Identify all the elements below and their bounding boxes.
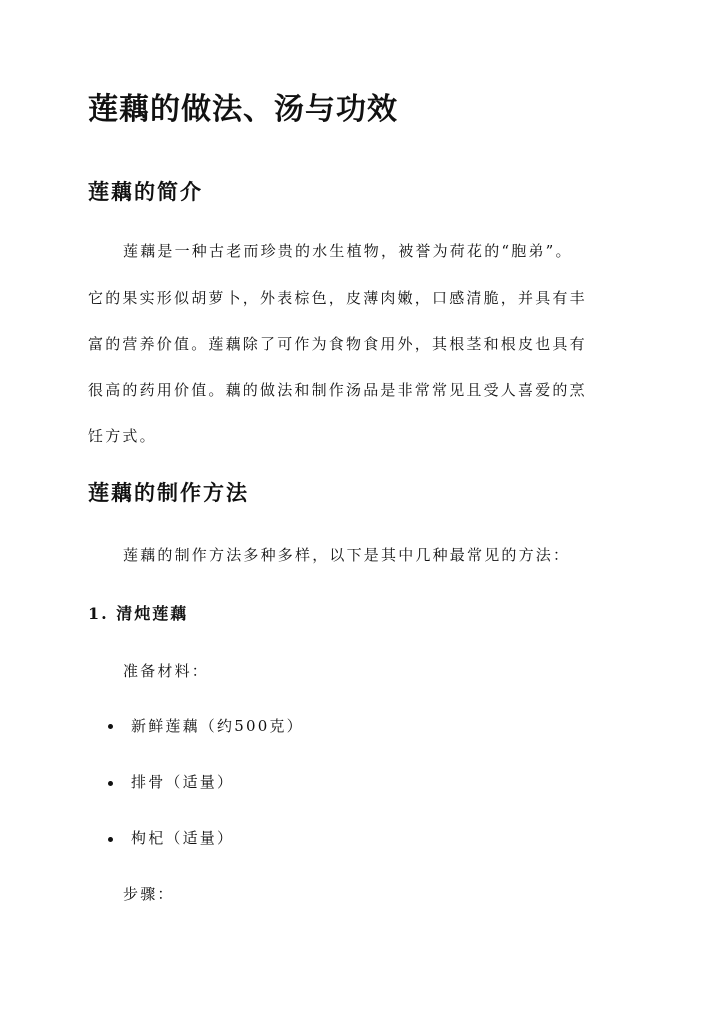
list-item: 枸杞（适量）	[131, 829, 235, 847]
list-item: 排骨（适量）	[131, 773, 235, 791]
section-heading-intro: 莲藕的简介	[88, 179, 203, 204]
section-heading-methods: 莲藕的制作方法	[88, 480, 249, 505]
bullet-dot	[108, 724, 113, 729]
bullet-dot	[108, 781, 113, 786]
paragraph-line: 富的营养价值。莲藕除了可作为食物食用外，其根茎和根皮也具有	[88, 335, 587, 353]
paragraph-line: 饪方式。	[88, 427, 157, 445]
paragraph-line: 很高的药用价值。藕的做法和制作汤品是非常常见且受人喜爱的烹	[88, 381, 587, 399]
bullet-dot	[108, 837, 113, 842]
paragraph-line: 它的果实形似胡萝卜，外表棕色，皮薄肉嫩，口感清脆，并具有丰	[88, 289, 587, 307]
methods-intro-text: 莲藕的制作方法多种多样，以下是其中几种最常见的方法：	[123, 546, 571, 564]
list-item: 新鲜莲藕（约500克）	[131, 717, 304, 735]
method-heading: 1. 清炖莲藕	[88, 604, 189, 623]
materials-label: 准备材料：	[123, 662, 210, 680]
steps-label: 步骤：	[123, 885, 175, 903]
document-title: 莲藕的做法、汤与功效	[88, 92, 398, 127]
paragraph-line: 莲藕是一种古老而珍贵的水生植物，被誉为荷花的“胞弟”。	[123, 242, 573, 260]
